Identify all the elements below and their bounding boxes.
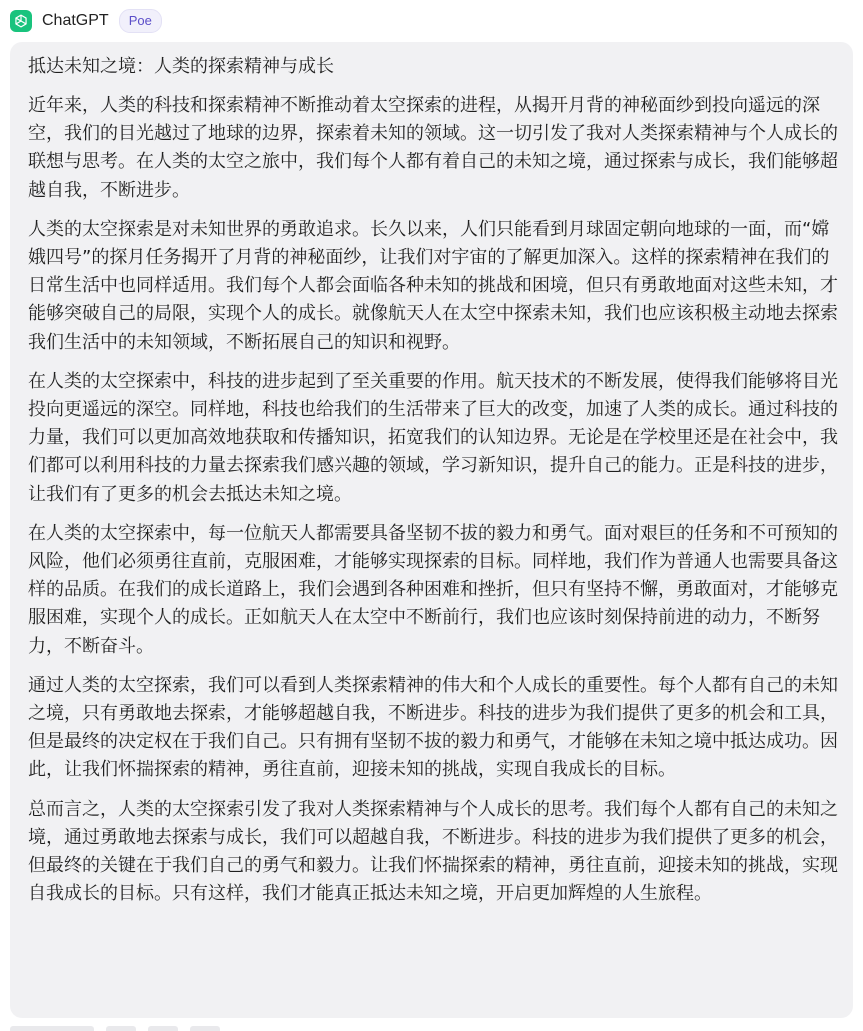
- essay-paragraph: 近年来，人类的科技和探索精神不断推动着太空探索的进程，从揭开月背的神秘面纱到投向遥远的深空，我们的目光越过了地球的边界，探索着未知的领域。这一切引发了我对人类探索精神与个人成长的联想与思考。在人类的太空之旅中，我们每个人都有着自己的未知之境，通过探索与成长，我们能够超越自我，不断进步。: [28, 95, 838, 201]
- openai-logo-icon: [13, 13, 29, 29]
- more-button[interactable]: [190, 1026, 220, 1031]
- bot-avatar[interactable]: [10, 10, 32, 32]
- share-button[interactable]: [10, 1026, 94, 1031]
- essay-paragraph: 在人类的太空探索中，科技的进步起到了至关重要的作用。航天技术的不断发展，使得我们能够将目光投向更遥远的深空。同样地，科技也给我们的生活带来了巨大的改变，加速了人类的成长。通过科技的力量，我们可以更加高效地获取和传播知识，拓宽我们的认知边界。无论是在学校里还是在社会中，我们都可以利用科技的力量去探索我们感兴趣的领域，学习新知识，提升自己的能力。正是科技的进步，让我们有了更多的机会去抵达未知之境。: [28, 370, 838, 505]
- bot-name[interactable]: ChatGPT: [42, 12, 109, 29]
- essay-paragraph: 总而言之，人类的太空探索引发了我对人类探索精神与个人成长的思考。我们每个人都有自己的未知之境，通过勇敢地去探索与成长，我们可以超越自我，不断进步。科技的进步为我们提供了更多的机会，但最终的关键在于我们自己的勇气和毅力。让我们怀揣探索的精神，勇往直前，迎接未知的挑战，实现自我成长的目标。只有这样，我们才能真正抵达未知之境，开启更加辉煌的人生旅程。: [28, 798, 838, 905]
- message-bubble: [10, 42, 853, 1018]
- essay-paragraph: 在人类的太空探索中，每一位航天人都需要具备坚韧不拔的毅力和勇气。面对艰巨的任务和不可预知的风险，他们必须勇往直前，克服困难，才能够实现探索的目标。同样地，我们作为普通人也需要具备这样的品质。在我们的成长道路上，我们会遇到各种困难和挫折，但只有坚持不懈，勇敢面对，才能够克服困难，实现个人的成长。正如航天人在太空中不断前行，我们也应该时刻保持前进的动力，不断努力，不断奋斗。: [28, 522, 838, 657]
- like-button[interactable]: [106, 1026, 136, 1031]
- essay-paragraph: 人类的太空探索是对未知世界的勇敢追求。长久以来，人们只能看到月球固定朝向地球的一面，而“嫦娥四号”的探月任务揭开了月背的神秘面纱，让我们对宇宙的了解更加深入。这样的探索精神在我们的日常生活中也同样适用。我们每个人都会面临各种未知的挑战和困境，但只有勇敢地面对这些未知，才能够突破自己的局限，实现个人的成长。就像航天人在太空中探索未知，我们也应该积极主动地去探索我们生活中的未知领域，不断拓展自己的知识和视野。: [28, 218, 838, 353]
- essay-title: 抵达未知之境：人类的探索精神与成长: [28, 56, 334, 77]
- message-actions-bar: [10, 1026, 310, 1031]
- message-header: [10, 8, 162, 34]
- poe-badge[interactable]: Poe: [119, 9, 162, 33]
- essay-paragraph: 通过人类的太空探索，我们可以看到人类探索精神的伟大和个人成长的重要性。每个人都有自己的未知之境，只有勇敢地去探索，才能够超越自我，不断进步。科技的进步为我们提供了更多的机会和工具，但是最终的决定权在于我们自己。只有拥有坚韧不拔的毅力和勇气，才能够在未知之境中抵达成功。因此，让我们怀揣探索的精神，勇往直前，迎接未知的挑战，实现自我成长的目标。: [28, 674, 838, 781]
- dislike-button[interactable]: [148, 1026, 178, 1031]
